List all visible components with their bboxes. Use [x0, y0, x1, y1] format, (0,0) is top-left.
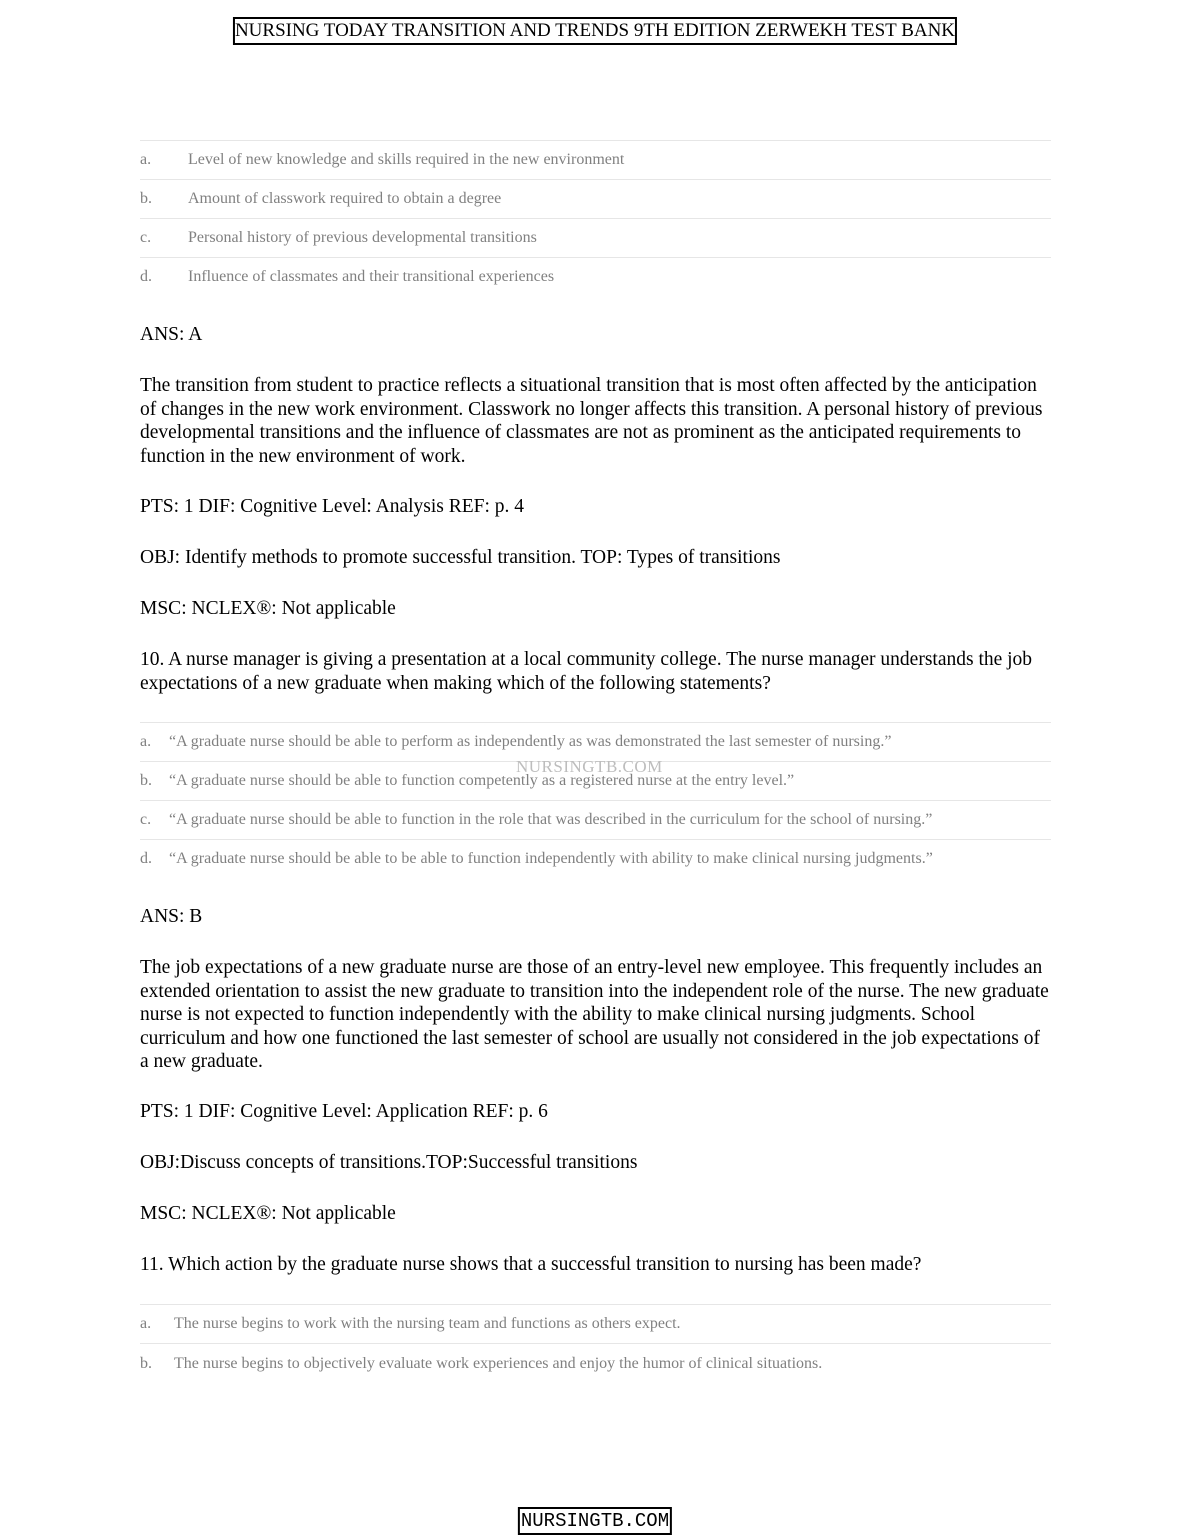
q10-msc: MSC: NCLEX®: Not applicable: [140, 1203, 396, 1224]
option-letter: d.: [140, 850, 152, 867]
q9-obj: OBJ: Identify methods to promote successful transition. TOP: Types of transitions: [140, 547, 781, 568]
option-letter: a.: [140, 1315, 152, 1332]
option-letter: d.: [140, 268, 152, 285]
q10-option-d[interactable]: [140, 839, 1051, 878]
option-letter: c.: [140, 229, 152, 246]
option-letter: c.: [140, 811, 152, 828]
option-text: The nurse begins to work with the nursing team and functions as others expect.: [174, 1315, 681, 1332]
q11-option-a[interactable]: [140, 1304, 1051, 1343]
q11-options: [140, 1304, 1051, 1384]
q10-answer: ANS: B: [140, 906, 203, 927]
option-text: Amount of classwork required to obtain a degree: [188, 190, 502, 207]
q9-option-b[interactable]: [140, 179, 1051, 218]
q9-options: [140, 140, 1051, 296]
q9-rationale: The transition from student to practice reflects a situational transition that is most often affected by the anticipation of changes in the new work environment. Classwork no longer affects this transition. A personal history of previous developmental transitions and the influence of classmates are not as prominent as the anticipated requirements to function in the new environment of work.: [140, 375, 1043, 467]
q11-question: 11. Which action by the graduate nurse shows that a successful transition to nursing has been made?: [140, 1254, 922, 1275]
q9-answer: ANS: A: [140, 324, 203, 345]
option-text: Level of new knowledge and skills required in the new environment: [188, 151, 625, 168]
option-letter: a.: [140, 151, 152, 168]
q10-option-c[interactable]: [140, 800, 1051, 839]
option-text: Personal history of previous developmental transitions: [188, 229, 537, 246]
option-text: The nurse begins to objectively evaluate work experiences and enjoy the humor of clinical situations.: [174, 1355, 823, 1372]
option-text: “A graduate nurse should be able to function competently as a registered nurse at the entry level.”: [169, 772, 795, 789]
option-text: “A graduate nurse should be able to function in the role that was described in the curriculum for the school of nursing.”: [169, 811, 933, 828]
q10-rationale: The job expectations of a new graduate nurse are those of an entry-level new employee. This frequently includes an extended orientation to assist the new graduate to transition into the independent role of the nurse. The new graduate nurse is not expected to function independently with the ability to make clinical nursing judgments. School curriculum and how one functioned the last semester of school are usually not considered in the job expectations of a new graduate.: [140, 957, 1049, 1072]
q10-option-a[interactable]: [140, 722, 1051, 761]
page-header-title: NURSING TODAY TRANSITION AND TRENDS 9TH EDITION ZERWEKH TEST BANK: [233, 17, 957, 45]
option-text: “A graduate nurse should be able to be able to function independently with ability to make clinical nursing judgments.”: [169, 850, 933, 867]
option-text: Influence of classmates and their transitional experiences: [188, 268, 555, 285]
q9-pts: PTS: 1 DIF: Cognitive Level: Analysis REF: p. 4: [140, 496, 525, 517]
q9-option-a[interactable]: [140, 140, 1051, 179]
option-letter: a.: [140, 733, 152, 750]
q11-option-b[interactable]: [140, 1343, 1051, 1384]
watermark: NURSINGTB.COM: [516, 757, 663, 776]
q9-option-c[interactable]: [140, 218, 1051, 257]
q9-msc: MSC: NCLEX®: Not applicable: [140, 598, 396, 619]
q10-pts: PTS: 1 DIF: Cognitive Level: Application REF: p. 6: [140, 1101, 548, 1122]
option-letter: b.: [140, 772, 152, 789]
option-letter: b.: [140, 1355, 152, 1372]
option-text: “A graduate nurse should be able to perform as independently as was demonstrated the last semester of nursing.”: [169, 733, 892, 750]
q10-options: [140, 722, 1051, 878]
q9-option-d[interactable]: [140, 257, 1051, 296]
q10-obj: OBJ:Discuss concepts of transitions.TOP:Successful transitions: [140, 1152, 638, 1173]
option-letter: b.: [140, 190, 152, 207]
q10-question: 10. A nurse manager is giving a presentation at a local community college. The nurse manager understands the job expectations of a new graduate when making which of the following statements?: [140, 649, 1033, 694]
page-footer-site: NURSINGTB.COM: [518, 1507, 672, 1535]
